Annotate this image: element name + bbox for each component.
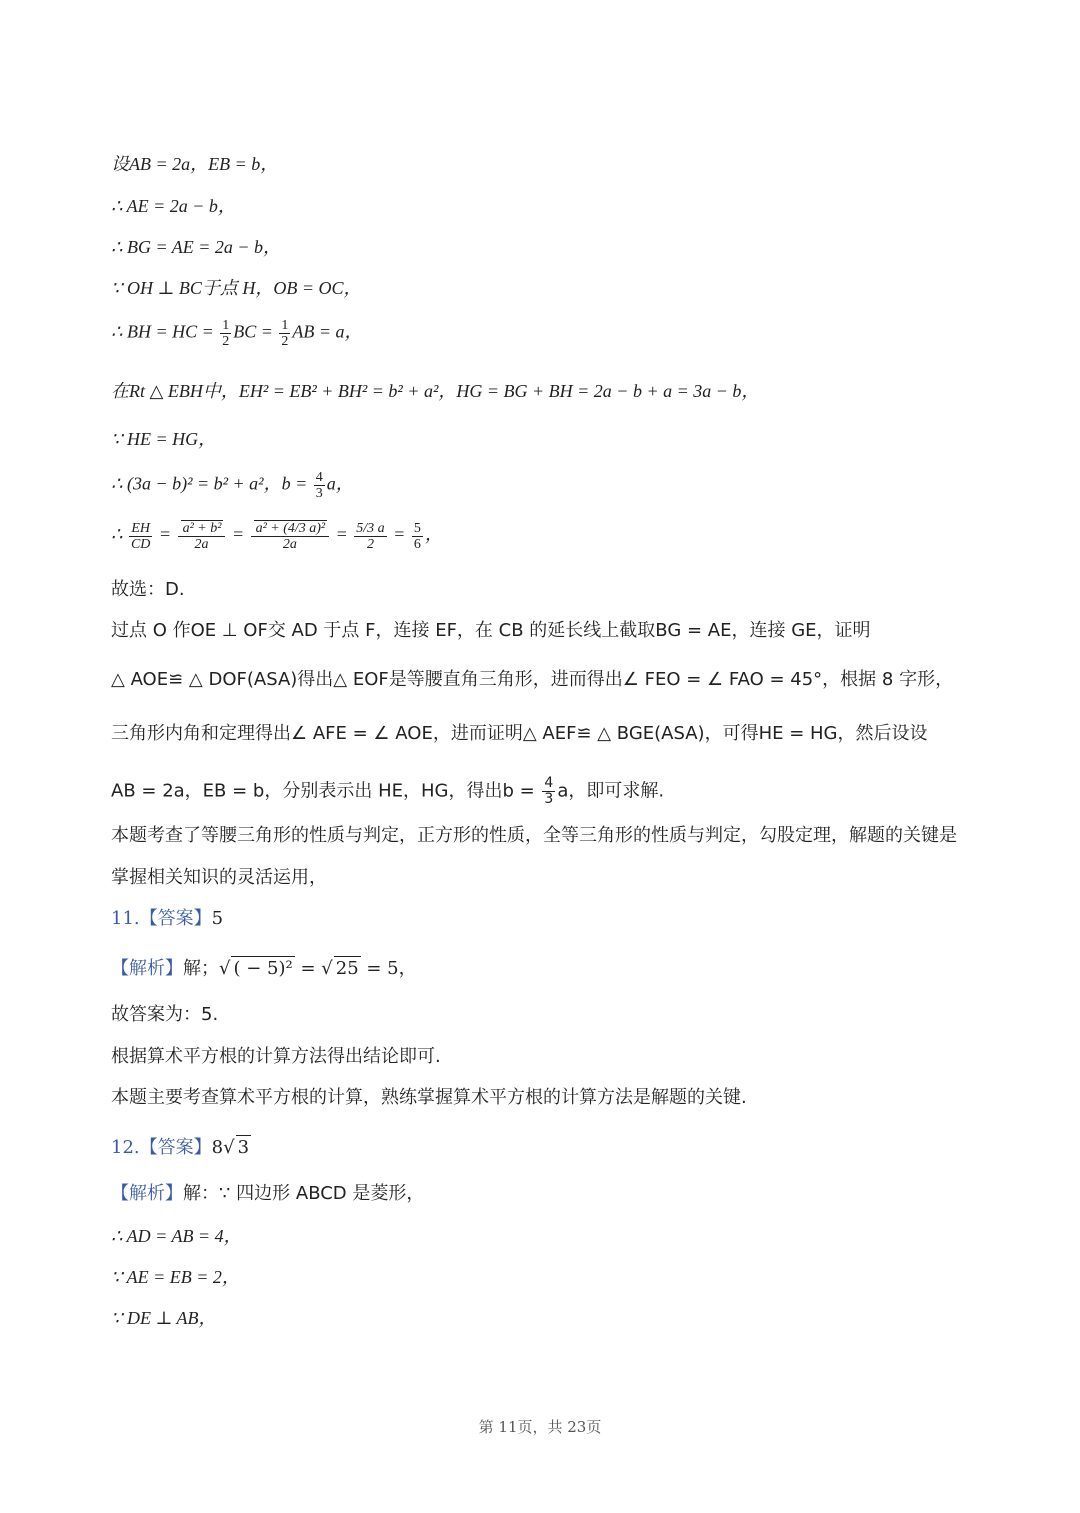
q11-line-4: 本题主要考查算术平方根的计算，熟练掌握算术平方根的计算方法是解题的关键.	[111, 1087, 747, 1108]
sol-line-8: ∴ (3a − b)² = b² + a²，b = $\frac{4}{3}$ a，	[111, 470, 354, 501]
q11-answer: 11.【答案】5	[111, 908, 224, 929]
q11-line-3: 根据算术平方根的计算方法得出结论即可.	[111, 1046, 441, 1067]
analysis-line-3: 三角形内角和定理得出∠ AFE = ∠ AOE，进而证明△ AEF≌ △ BGE(ASA)，可得HE = HG，然后设设	[111, 723, 928, 744]
sol-line-2: ∴ AE = 2a − b，	[111, 196, 236, 216]
q12-line-3: ∵ AE = EB = 2，	[111, 1267, 240, 1287]
sol-line-10: 故选：D.	[111, 579, 185, 600]
analysis-line-1: 过点 O 作OE ⊥ OF交 AD 于点 F，连接 EF，在 CB 的延长线上截取BG = AE，连接 GE，证明	[111, 620, 871, 641]
summary-line-1: 本题考查了等腰三角形的性质与判定，正方形的性质，全等三角形的性质与判定，勾股定理，解题的关键是	[111, 825, 957, 846]
q12-answer: 12.【答案】8√ 3	[111, 1137, 250, 1158]
analysis-line-4: AB = 2a，EB = b，分别表示出 HE，HG，得出b = $\frac{4}{3}$ a，即可求解.	[111, 775, 665, 807]
sol-line-7: ∵ HE = HG，	[111, 429, 217, 449]
q11-line-2: 故答案为：5.	[111, 1004, 219, 1025]
q12-line-2: ∴ AD = AB = 4，	[111, 1226, 242, 1246]
sol-line-5: ∴ BH = HC = $\frac{1}{2}$ BC = $\frac{1}{2}$ AB = a，	[111, 318, 363, 349]
sol-line-3: ∴ BG = AE = 2a − b，	[111, 237, 282, 257]
q11-analysis: 【解析】解；√ ( − 5)² = √ 25 = 5，	[111, 958, 417, 979]
sol-line-6: 在Rt △ EBH中，EH² = EB² + BH² = b² + a²，HG = BG + BH = 2a − b + a = 3a − b，	[111, 381, 760, 401]
analysis-line-2: △ AOE≌ △ DOF(ASA)得出△ EOF是等腰直角三角形，进而得出∠ FEO = ∠ FAO = 45°，根据 8 字形，	[111, 669, 954, 690]
q12-line-4: ∵ DE ⊥ AB，	[111, 1308, 217, 1328]
q12-analysis: 【解析】解：∵ 四边形 ABCD 是菱形，	[111, 1183, 425, 1204]
sol-line-9: ∴ $\frac{EH}{CD}$ = $\frac{\text{a² + b²}}{2a}$ = $\frac{\text{a² + (4/3 a)²}}{2a}$ = $\frac{5/3 a}{2}$ = $\frac{5}{6}$ ，	[111, 520, 443, 552]
page-footer: 第 11页，共 23页	[478, 1418, 602, 1436]
sol-line-4: ∵ OH ⊥ BC于点 H，OB = OC，	[111, 278, 362, 298]
sol-line-1: 设AB = 2a，EB = b，	[111, 154, 279, 174]
summary-line-2: 掌握相关知识的灵活运用，	[111, 867, 327, 888]
